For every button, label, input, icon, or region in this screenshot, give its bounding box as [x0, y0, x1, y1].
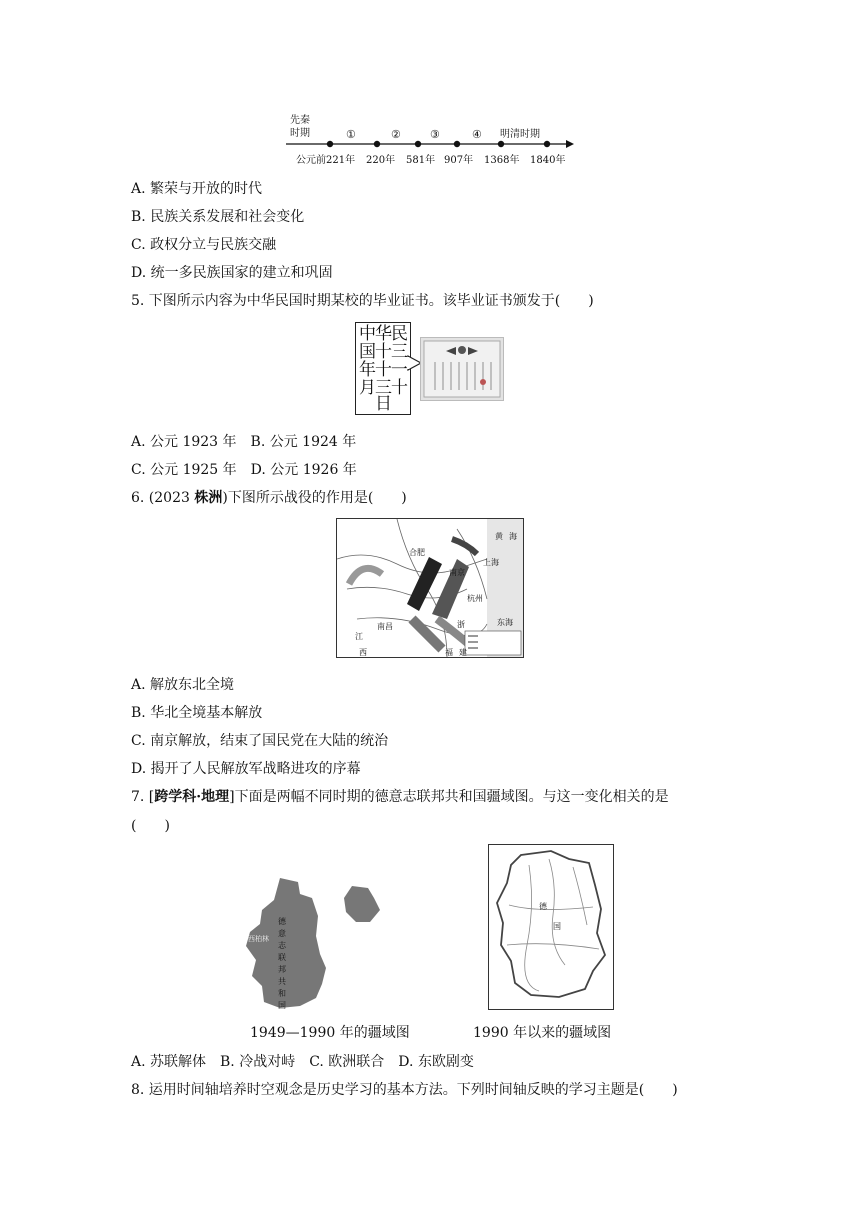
campaign-map: [336, 518, 524, 658]
map-label: 海: [509, 532, 517, 541]
timeline-dot: [327, 141, 333, 147]
timeline-dot: [415, 141, 421, 147]
unified-germany-map-svg: [489, 845, 613, 1009]
cert-char: 中: [359, 324, 376, 344]
map-label: 西柏林: [248, 935, 269, 943]
map-label: 黄: [495, 532, 503, 541]
map-label: 上海: [483, 558, 499, 567]
map-label: 福: [445, 648, 453, 657]
cert-char: 年: [359, 360, 376, 380]
map-label: 江: [355, 632, 363, 641]
map-label: 南昌: [377, 622, 393, 631]
timeline-tick-label: 1840年: [530, 155, 566, 166]
cert-char: 日: [375, 394, 392, 414]
cert-char: 民: [391, 324, 408, 344]
timeline-top-label: 时期: [290, 128, 310, 139]
map-label: 杭州: [467, 594, 483, 603]
map-label: 意: [278, 929, 286, 938]
q5-options-row-2: C. 公元 1925 年 D. 公元 1926 年: [131, 462, 357, 478]
period-marker: ①: [346, 128, 356, 141]
question-7-stem: 7. [跨学科·地理]下面是两幅不同时期的德意志联邦共和国疆域图。与这一变化相关的是: [131, 789, 669, 805]
option-d: D. 统一多民族国家的建立和巩固: [131, 265, 333, 281]
certificate-callout: [355, 322, 411, 415]
question-6-stem: 6. (2023 株洲)下图所示战役的作用是( ): [131, 490, 407, 506]
map-label: 德: [539, 902, 547, 911]
option-c: C. 南京解放，结束了国民党在大陆的统治: [131, 733, 389, 749]
q5-options-row-1: A. 公元 1923 年 B. 公元 1924 年: [131, 434, 357, 450]
timeline-tick-label: 1368年: [484, 155, 520, 166]
cert-char: 十: [391, 378, 408, 398]
map-label: 国: [553, 922, 561, 931]
period-marker: ③: [430, 128, 440, 141]
unified-germany-map: [488, 844, 614, 1010]
cert-char: 三: [375, 378, 392, 398]
map-label: 德: [278, 917, 286, 926]
map-label: 志: [278, 941, 286, 950]
option-a: A. 解放东北全境: [131, 677, 235, 693]
option-b: B. 华北全境基本解放: [131, 705, 263, 721]
timeline-tick-label: 公元前221年: [296, 155, 356, 166]
cert-char: 华: [375, 324, 392, 344]
cert-char: 十: [375, 360, 392, 380]
q7-options: A. 苏联解体 B. 冷战对峙 C. 欧洲联合 D. 东欧剧变: [131, 1054, 474, 1070]
timeline-dot: [544, 141, 550, 147]
timeline-figure: [284, 112, 574, 166]
map-label: 西: [359, 648, 367, 657]
option-d: D. 揭开了人民解放军战略进攻的序幕: [131, 761, 361, 777]
map-label: 联: [278, 953, 286, 962]
question-7-stem-line2: ( ): [131, 818, 170, 834]
map2-caption: 1990 年以来的疆域图: [473, 1025, 612, 1041]
map-label: 东海: [497, 618, 513, 627]
question-8-stem: 8. 运用时间轴培养时空观念是历史学习的基本方法。下列时间轴反映的学习主题是( ): [131, 1082, 678, 1098]
timeline-right-label: 明清时期: [500, 129, 540, 140]
option-b: B. 民族关系发展和社会变化: [131, 209, 305, 225]
timeline-dot: [498, 141, 504, 147]
cert-char: 一: [391, 360, 408, 380]
cert-char: 月: [359, 378, 376, 398]
timeline-top-label: 先秦: [290, 115, 310, 126]
timeline-tick-label: 581年: [406, 155, 436, 166]
timeline-dot: [374, 141, 380, 147]
option-c: C. 政权分立与民族交融: [131, 237, 277, 253]
certificate-photo: [420, 337, 504, 401]
map-label: 合肥: [409, 548, 425, 557]
west-germany-map: [240, 876, 400, 1010]
period-marker: ④: [472, 128, 482, 141]
map1-caption: 1949—1990 年的疆域图: [250, 1025, 410, 1041]
timeline-tick-label: 907年: [444, 155, 474, 166]
map-label: 和: [278, 989, 286, 998]
question-5-stem: 5. 下图所示内容为中华民国时期某校的毕业证书。该毕业证书颁发于( ): [131, 293, 594, 309]
period-marker: ②: [391, 128, 401, 141]
option-a: A. 繁荣与开放的时代: [131, 181, 263, 197]
map-label: 建: [459, 648, 467, 657]
timeline-tick-label: 220年: [366, 155, 396, 166]
timeline-dot: [454, 141, 460, 147]
cert-char: 十: [375, 342, 392, 362]
map-label: 浙: [457, 620, 465, 629]
cert-char: 三: [391, 342, 408, 362]
map-label: 国: [278, 1001, 286, 1010]
map-label: 邦: [278, 965, 286, 974]
map-label: 共: [278, 977, 286, 986]
map-label: 南京: [449, 568, 465, 577]
cert-char: 国: [359, 342, 376, 362]
timeline-arrow: [566, 140, 574, 148]
